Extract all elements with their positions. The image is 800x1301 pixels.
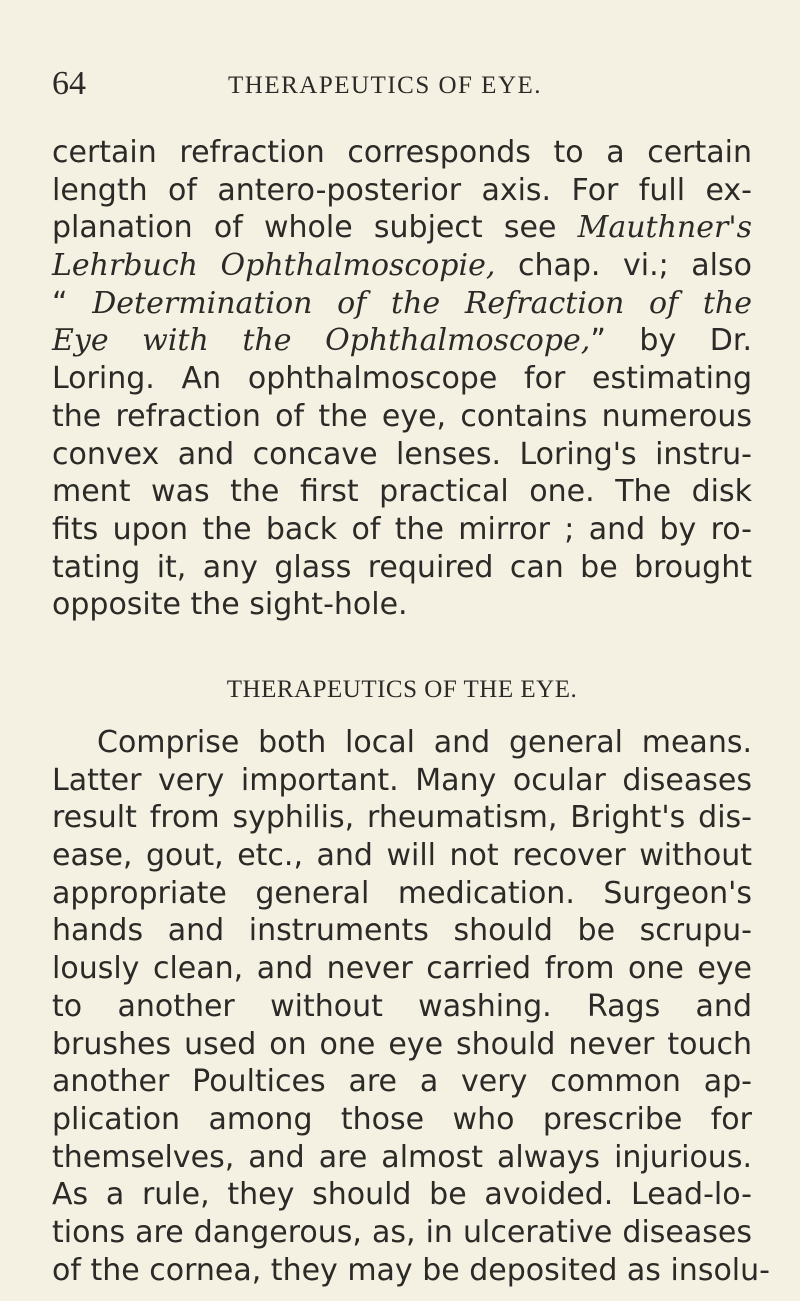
text-run: appropriate general medication. Surgeon's bbox=[52, 875, 752, 911]
text-run: ease, gout, etc., and will not recover without bbox=[52, 838, 752, 874]
text-run: of the cornea, they may be deposited as insolu- bbox=[52, 1252, 770, 1288]
text-line bbox=[52, 586, 752, 624]
text-line bbox=[52, 875, 752, 913]
text-run: Loring. An ophthalmoscope for estimating bbox=[52, 361, 752, 397]
text-line bbox=[52, 172, 752, 210]
text-line bbox=[52, 1139, 752, 1177]
text-run: brushes used on one eye should never touch bbox=[52, 1026, 752, 1062]
text-line bbox=[52, 1252, 770, 1290]
text-run: tions are dangerous, as, in ulcerative diseases bbox=[52, 1214, 752, 1250]
text-line bbox=[52, 799, 752, 837]
text-run: another Poultices are a very common ap- bbox=[52, 1064, 752, 1100]
text-line bbox=[52, 436, 752, 474]
text-line bbox=[52, 322, 752, 360]
text-run: tating it, any glass required can be brought bbox=[52, 549, 752, 585]
text-run: As a rule, they should be avoided. Lead-lo- bbox=[52, 1177, 752, 1213]
text-line bbox=[52, 1214, 752, 1252]
text-run: opposite the sight-hole. bbox=[52, 587, 408, 623]
text-line bbox=[52, 1063, 752, 1101]
text-run: length of antero-posterior axis. For full ex- bbox=[52, 172, 752, 208]
text-run: certain refraction corresponds to a certain bbox=[52, 135, 752, 170]
text-run: “ bbox=[52, 285, 93, 321]
text-line bbox=[52, 134, 752, 172]
text-line bbox=[52, 1101, 752, 1139]
text-run: themselves, and are almost always injurious. bbox=[52, 1139, 752, 1175]
text-run: lously clean, and never carried from one eye bbox=[52, 951, 752, 987]
text-line bbox=[52, 988, 752, 1026]
text-run: to another without washing. Rags and bbox=[52, 988, 752, 1024]
paragraph-therapeutics bbox=[52, 724, 770, 1289]
text-line bbox=[52, 209, 752, 247]
italic-text: Eye with the Ophthalmoscope, bbox=[52, 323, 591, 359]
text-line bbox=[52, 398, 752, 436]
text-line bbox=[52, 473, 752, 511]
text-run: ment was the first practical one. The disk bbox=[52, 474, 752, 510]
text-line bbox=[52, 1026, 752, 1064]
text-line bbox=[52, 549, 752, 587]
text-run: result from syphilis, rheumatism, Bright's dis- bbox=[52, 800, 752, 836]
text-line bbox=[52, 837, 752, 875]
italic-text: Lehrbuch Ophthalmoscopie, bbox=[52, 248, 496, 284]
text-line bbox=[52, 1176, 752, 1214]
running-head bbox=[52, 62, 752, 106]
text-run: Latter very important. Many ocular diseases bbox=[52, 762, 752, 798]
text-line bbox=[52, 724, 752, 762]
text-line bbox=[52, 511, 752, 549]
text-run: Comprise both local and general means. bbox=[97, 725, 752, 760]
text-run: convex and concave lenses. Loring's instru- bbox=[52, 436, 752, 472]
paragraph-refraction bbox=[52, 134, 752, 624]
text-line bbox=[52, 285, 752, 323]
text-run: ” by Dr. bbox=[590, 323, 752, 359]
italic-text: Mauthner's bbox=[577, 210, 752, 246]
running-title: THERAPEUTICS OF EYE. bbox=[228, 72, 543, 99]
text-run: fits upon the back of the mirror ; and by ro- bbox=[52, 511, 752, 547]
text-line bbox=[52, 950, 752, 988]
text-run: hands and instruments should be scrupu- bbox=[52, 913, 752, 949]
text-line bbox=[52, 360, 752, 398]
page-number: 64 bbox=[52, 65, 86, 102]
text-line bbox=[52, 762, 752, 800]
text-run: chap. vi.; also bbox=[495, 248, 752, 284]
section-heading: THERAPEUTICS OF THE EYE. bbox=[226, 676, 578, 703]
text-run: plication among those who prescribe for bbox=[52, 1101, 752, 1137]
text-run: the refraction of the eye, contains numerous bbox=[52, 398, 752, 434]
italic-text: Determination of the Refraction of the bbox=[92, 285, 752, 321]
text-line bbox=[52, 247, 752, 285]
text-line bbox=[52, 912, 752, 950]
text-run: planation of whole subject see bbox=[52, 210, 578, 246]
